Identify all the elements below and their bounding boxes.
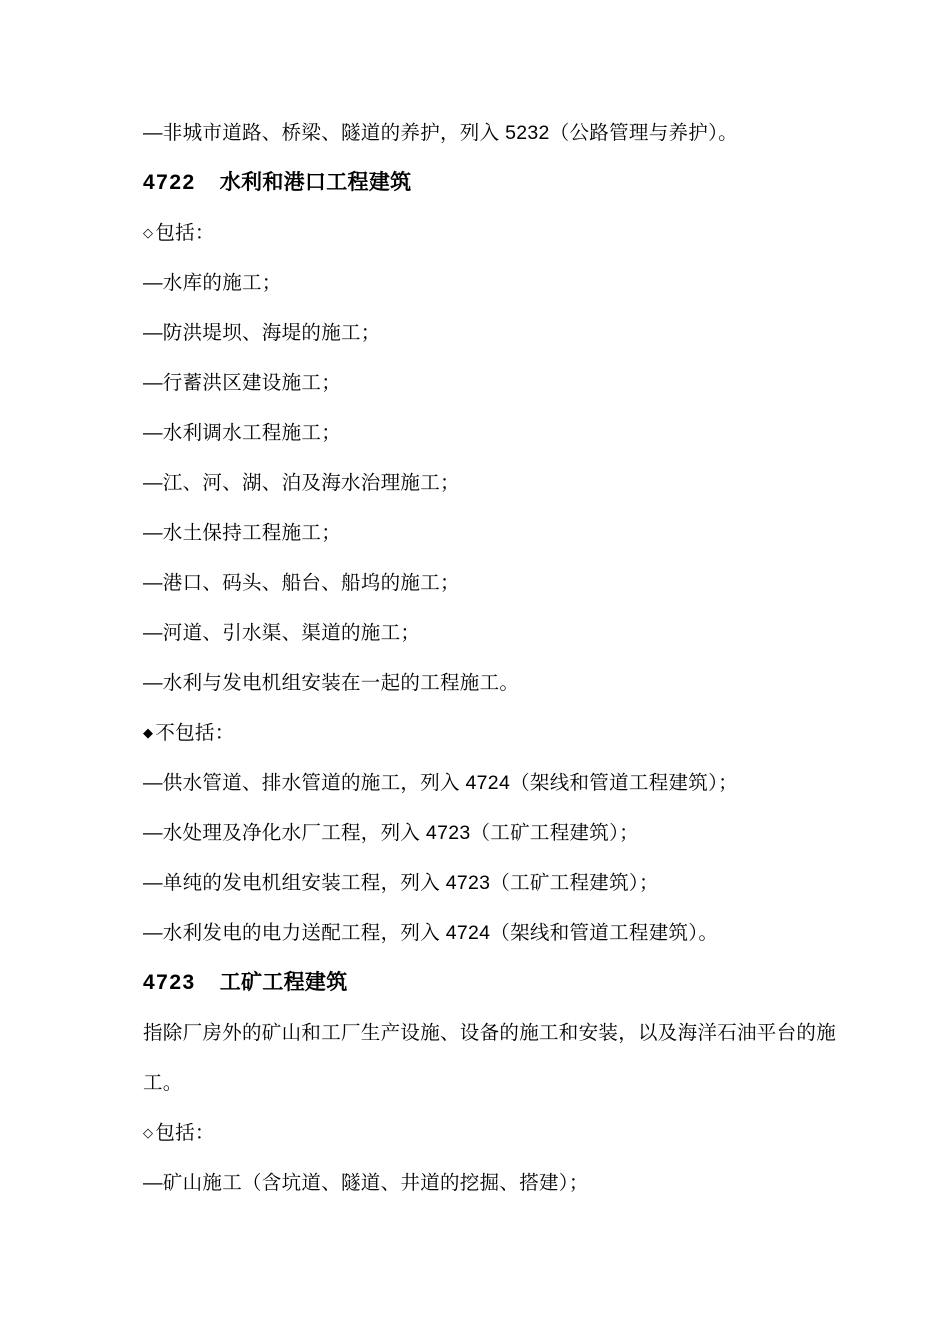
section-title: 水利和港口工程建筑 [219,171,412,194]
text-line [143,258,903,308]
label-text: 包括： [155,222,215,244]
line-text: —河道、引水渠、渠道的施工； [143,622,421,644]
line-text: 指除厂房外的矿山和工厂生产设施、设备的施工和安装，以及海洋石油平台的施 [143,1022,837,1044]
section-heading [143,958,903,1008]
text-line [143,108,903,158]
section-code: 4722 [143,171,196,194]
line-text: —矿山施工（含坑道、隧道、井道的挖掘、搭建）； [143,1172,589,1194]
text-line [143,1008,903,1058]
list-label [143,1108,903,1158]
text-line [143,658,903,708]
label-text: 包括： [155,1122,215,1144]
text-line [143,858,903,908]
list-label [143,208,903,258]
line-text: —水利与发电机组安装在一起的工程施工。 [143,672,520,694]
hollow-diamond-icon: ◇ [143,225,154,240]
line-text: —单纯的发电机组安装工程，列入 4723（工矿工程建筑）； [143,872,659,894]
text-line [143,358,903,408]
text-line [143,608,903,658]
line-text: —水土保持工程施工； [143,522,342,544]
text-line [143,908,903,958]
list-label [143,708,903,758]
line-text: —江、河、湖、泊及海水治理施工； [143,472,460,494]
line-text: —水处理及净化水厂工程，列入 4723（工矿工程建筑）； [143,822,639,844]
text-line [143,1058,903,1108]
line-text: —行蓄洪区建设施工； [143,372,342,394]
text-line [143,808,903,858]
line-text: —防洪堤坝、海堤的施工； [143,322,381,344]
line-text: —港口、码头、船台、船坞的施工； [143,572,460,594]
line-text: —水利发电的电力送配工程，列入 4724（架线和管道工程建筑）。 [143,922,719,944]
hollow-diamond-icon: ◇ [143,1125,154,1140]
text-line [143,458,903,508]
section-title: 工矿工程建筑 [219,971,348,994]
text-line [143,758,903,808]
text-line [143,1158,903,1208]
text-line [143,408,903,458]
label-text: 不包括： [155,722,235,744]
text-line [143,508,903,558]
line-text: —水库的施工； [143,272,282,294]
line-text: —非城市道路、桥梁、隧道的养护，列入 5232（公路管理与养护）。 [143,122,738,144]
section-code: 4723 [143,971,196,994]
line-text: 工。 [143,1072,183,1094]
section-heading [143,158,903,208]
text-line [143,558,903,608]
line-text: —水利调水工程施工； [143,422,342,444]
filled-diamond-icon: ◆ [143,725,154,740]
document-body [143,108,903,1208]
text-line [143,308,903,358]
line-text: —供水管道、排水管道的施工，列入 4724（架线和管道工程建筑）； [143,772,738,794]
